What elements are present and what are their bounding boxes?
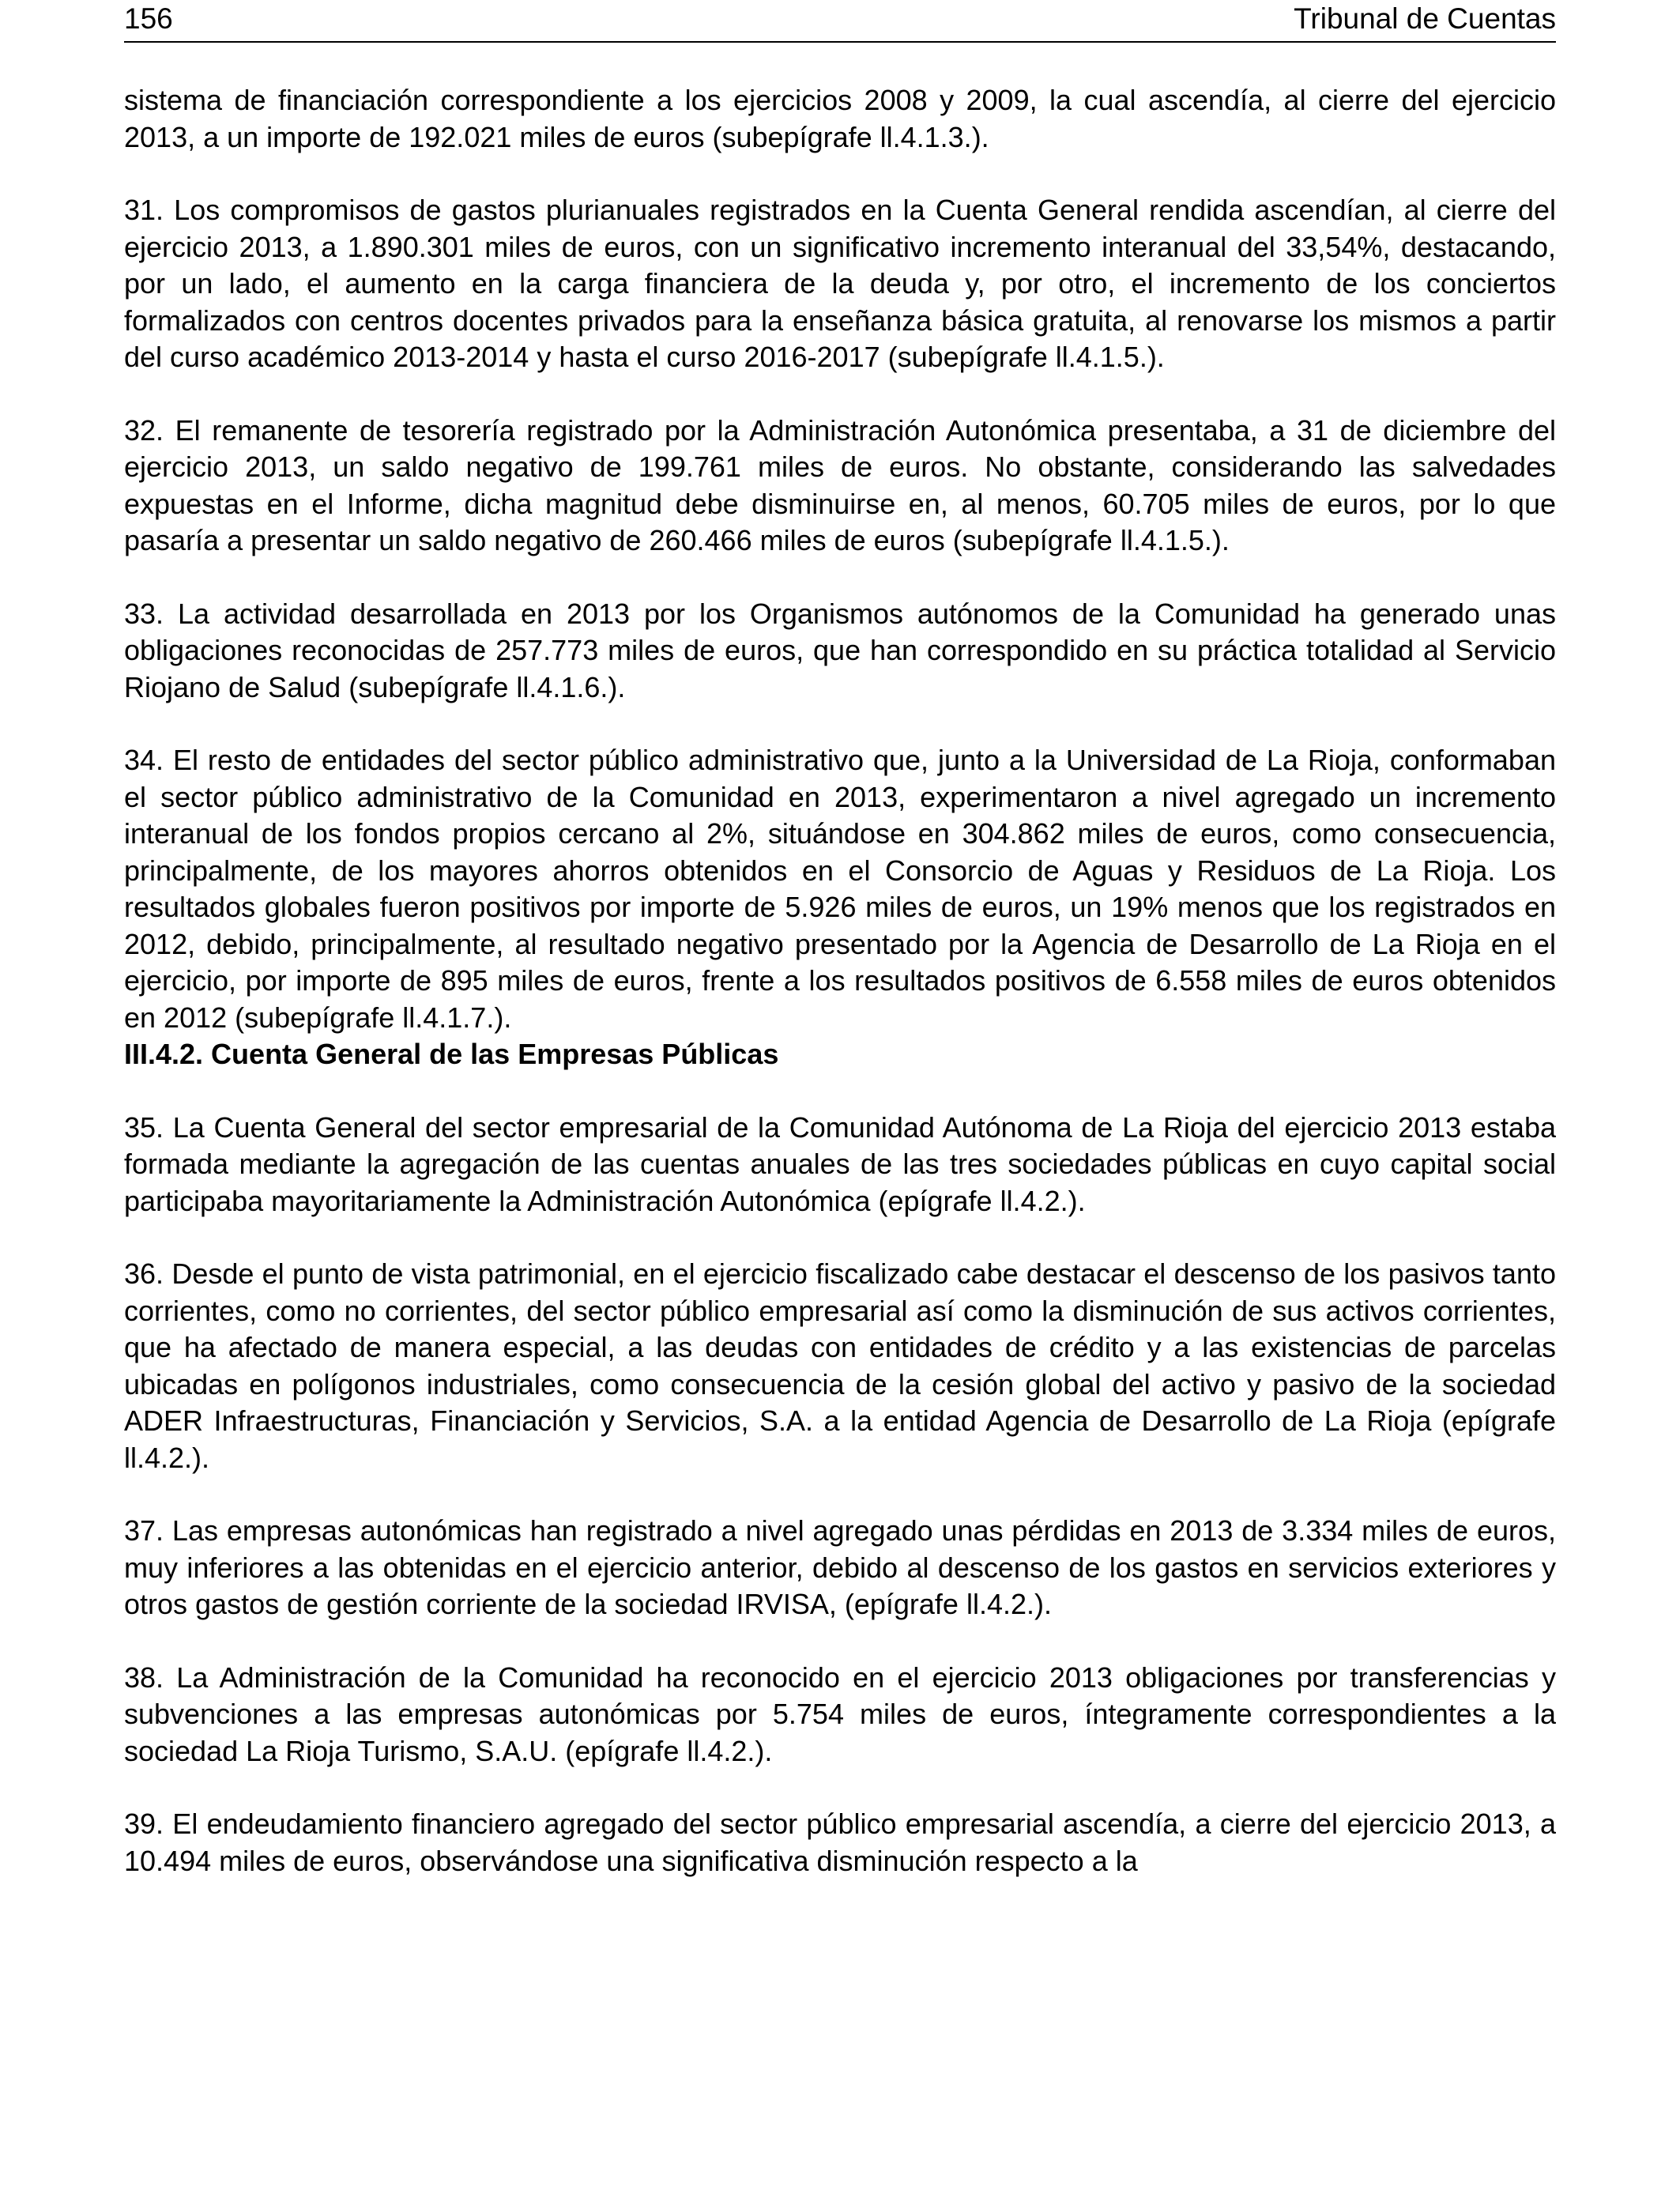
paragraph-36: 36. Desde el punto de vista patrimonial, en el ejercicio fiscalizado cabe destacar el descenso de los pasivos tanto corrientes, como no corrientes, del sector público empresarial así como la disminución de sus activos corrientes, que ha afectado de manera especial, a las deudas con entidades de crédito y a las existencias de parcelas ubicadas en polígonos industriales, como consecuencia de la cesión global del activo y pasivo de la sociedad ADER Infraestructuras, Financiación y Servicios, S.A. a la entidad Agencia de Desarrollo de La Rioja (epígrafe ll.4.2.).: [124, 1257, 1556, 1474]
page-number: 156: [124, 2, 173, 35]
paragraph-35: 35. La Cuenta General del sector empresarial de la Comunidad Autónoma de La Rioja del ejercicio 2013 estaba formada mediante la agregación de las cuentas anuales de las tres sociedades públicas en cuyo capital social participaba mayoritariamente la Administración Autonómica (epígrafe ll.4.2.).: [124, 1110, 1556, 1217]
running-title: Tribunal de Cuentas: [1294, 2, 1556, 35]
paragraph-33: 33. La actividad desarrollada en 2013 por los Organismos autónomos de la Comunidad ha generado unas obligaciones reconocidas de 257.773 miles de euros, que han correspondido en su práctica totalidad al Servicio Riojano de Salud (subepígrafe ll.4.1.6.).: [124, 597, 1556, 703]
page-header: [124, 0, 1556, 43]
paragraph-continuation: sistema de financiación correspondiente a los ejercicios 2008 y 2009, la cual ascendía, al cierre del ejercicio 2013, a un importe de 192.021 miles de euros (subepígrafe ll.4.1.3.).: [124, 84, 1556, 153]
paragraph-39: 39. El endeudamiento financiero agregado del sector público empresarial ascendía, a cierre del ejercicio 2013, a 10.494 miles de euros, observándose una significativa disminución respecto a la: [124, 1808, 1556, 1877]
paragraph-38: 38. La Administración de la Comunidad ha reconocido en el ejercicio 2013 obligaciones por transferencias y subvenciones a las empresas autonómicas por 5.754 miles de euros, íntegramente correspondientes a la sociedad La Rioja Turismo, S.A.U. (epígrafe ll.4.2.).: [124, 1661, 1556, 1767]
document-body: [124, 82, 1556, 1879]
paragraph-32: 32. El remanente de tesorería registrado por la Administración Autonómica presentaba, a 31 de diciembre del ejercicio 2013, un saldo negativo de 199.761 miles de euros. No obstante, considerando las salvedades expuestas en el Informe, dicha magnitud debe disminuirse en, al menos, 60.705 miles de euros, por lo que pasaría a presentar un saldo negativo de 260.466 miles de euros (subepígrafe ll.4.1.5.).: [124, 413, 1556, 556]
paragraph-37: 37. Las empresas autonómicas han registrado a nivel agregado unas pérdidas en 2013 de 3.334 miles de euros, muy inferiores a las obtenidas en el ejercicio anterior, debido al descenso de los gastos en servicios exteriores y otros gastos de gestión corriente de la sociedad IRVISA, (epígrafe ll.4.2.).: [124, 1514, 1556, 1620]
paragraph-31: 31. Los compromisos de gastos plurianuales registrados en la Cuenta General rendida ascendían, al cierre del ejercicio 2013, a 1.890.301 miles de euros, con un significativo incremento interanual del 33,54%, destacando, por un lado, el aumento en la carga financiera de la deuda y, por otro, el incremento de los conciertos formalizados con centros docentes privados para la enseñanza básica gratuita, al renovarse los mismos a partir del curso académico 2013-2014 y hasta el curso 2016-2017 (subepígrafe ll.4.1.5.).: [124, 194, 1556, 373]
section-heading: III.4.2. Cuenta General de las Empresas Públicas: [124, 1038, 779, 1070]
paragraph-34: 34. El resto de entidades del sector público administrativo que, junto a la Universidad de La Rioja, conformaban el sector público administrativo de la Comunidad en 2013, experimentaron a nivel agregado un incremento interanual de los fondos propios cercano al 2%, situándose en 304.862 miles de euros, como consecuencia, principalmente, de los mayores ahorros obtenidos en el Consorcio de Aguas y Residuos de La Rioja. Los resultados globales fueron positivos por importe de 5.926 miles de euros, un 19% menos que los registrados en 2012, debido, principalmente, al resultado negativo presentado por la Agencia de Desarrollo de La Rioja en el ejercicio, por importe de 895 miles de euros, frente a los resultados positivos de 6.558 miles de euros obtenidos en 2012 (subepígrafe ll.4.1.7.).: [124, 744, 1556, 1034]
